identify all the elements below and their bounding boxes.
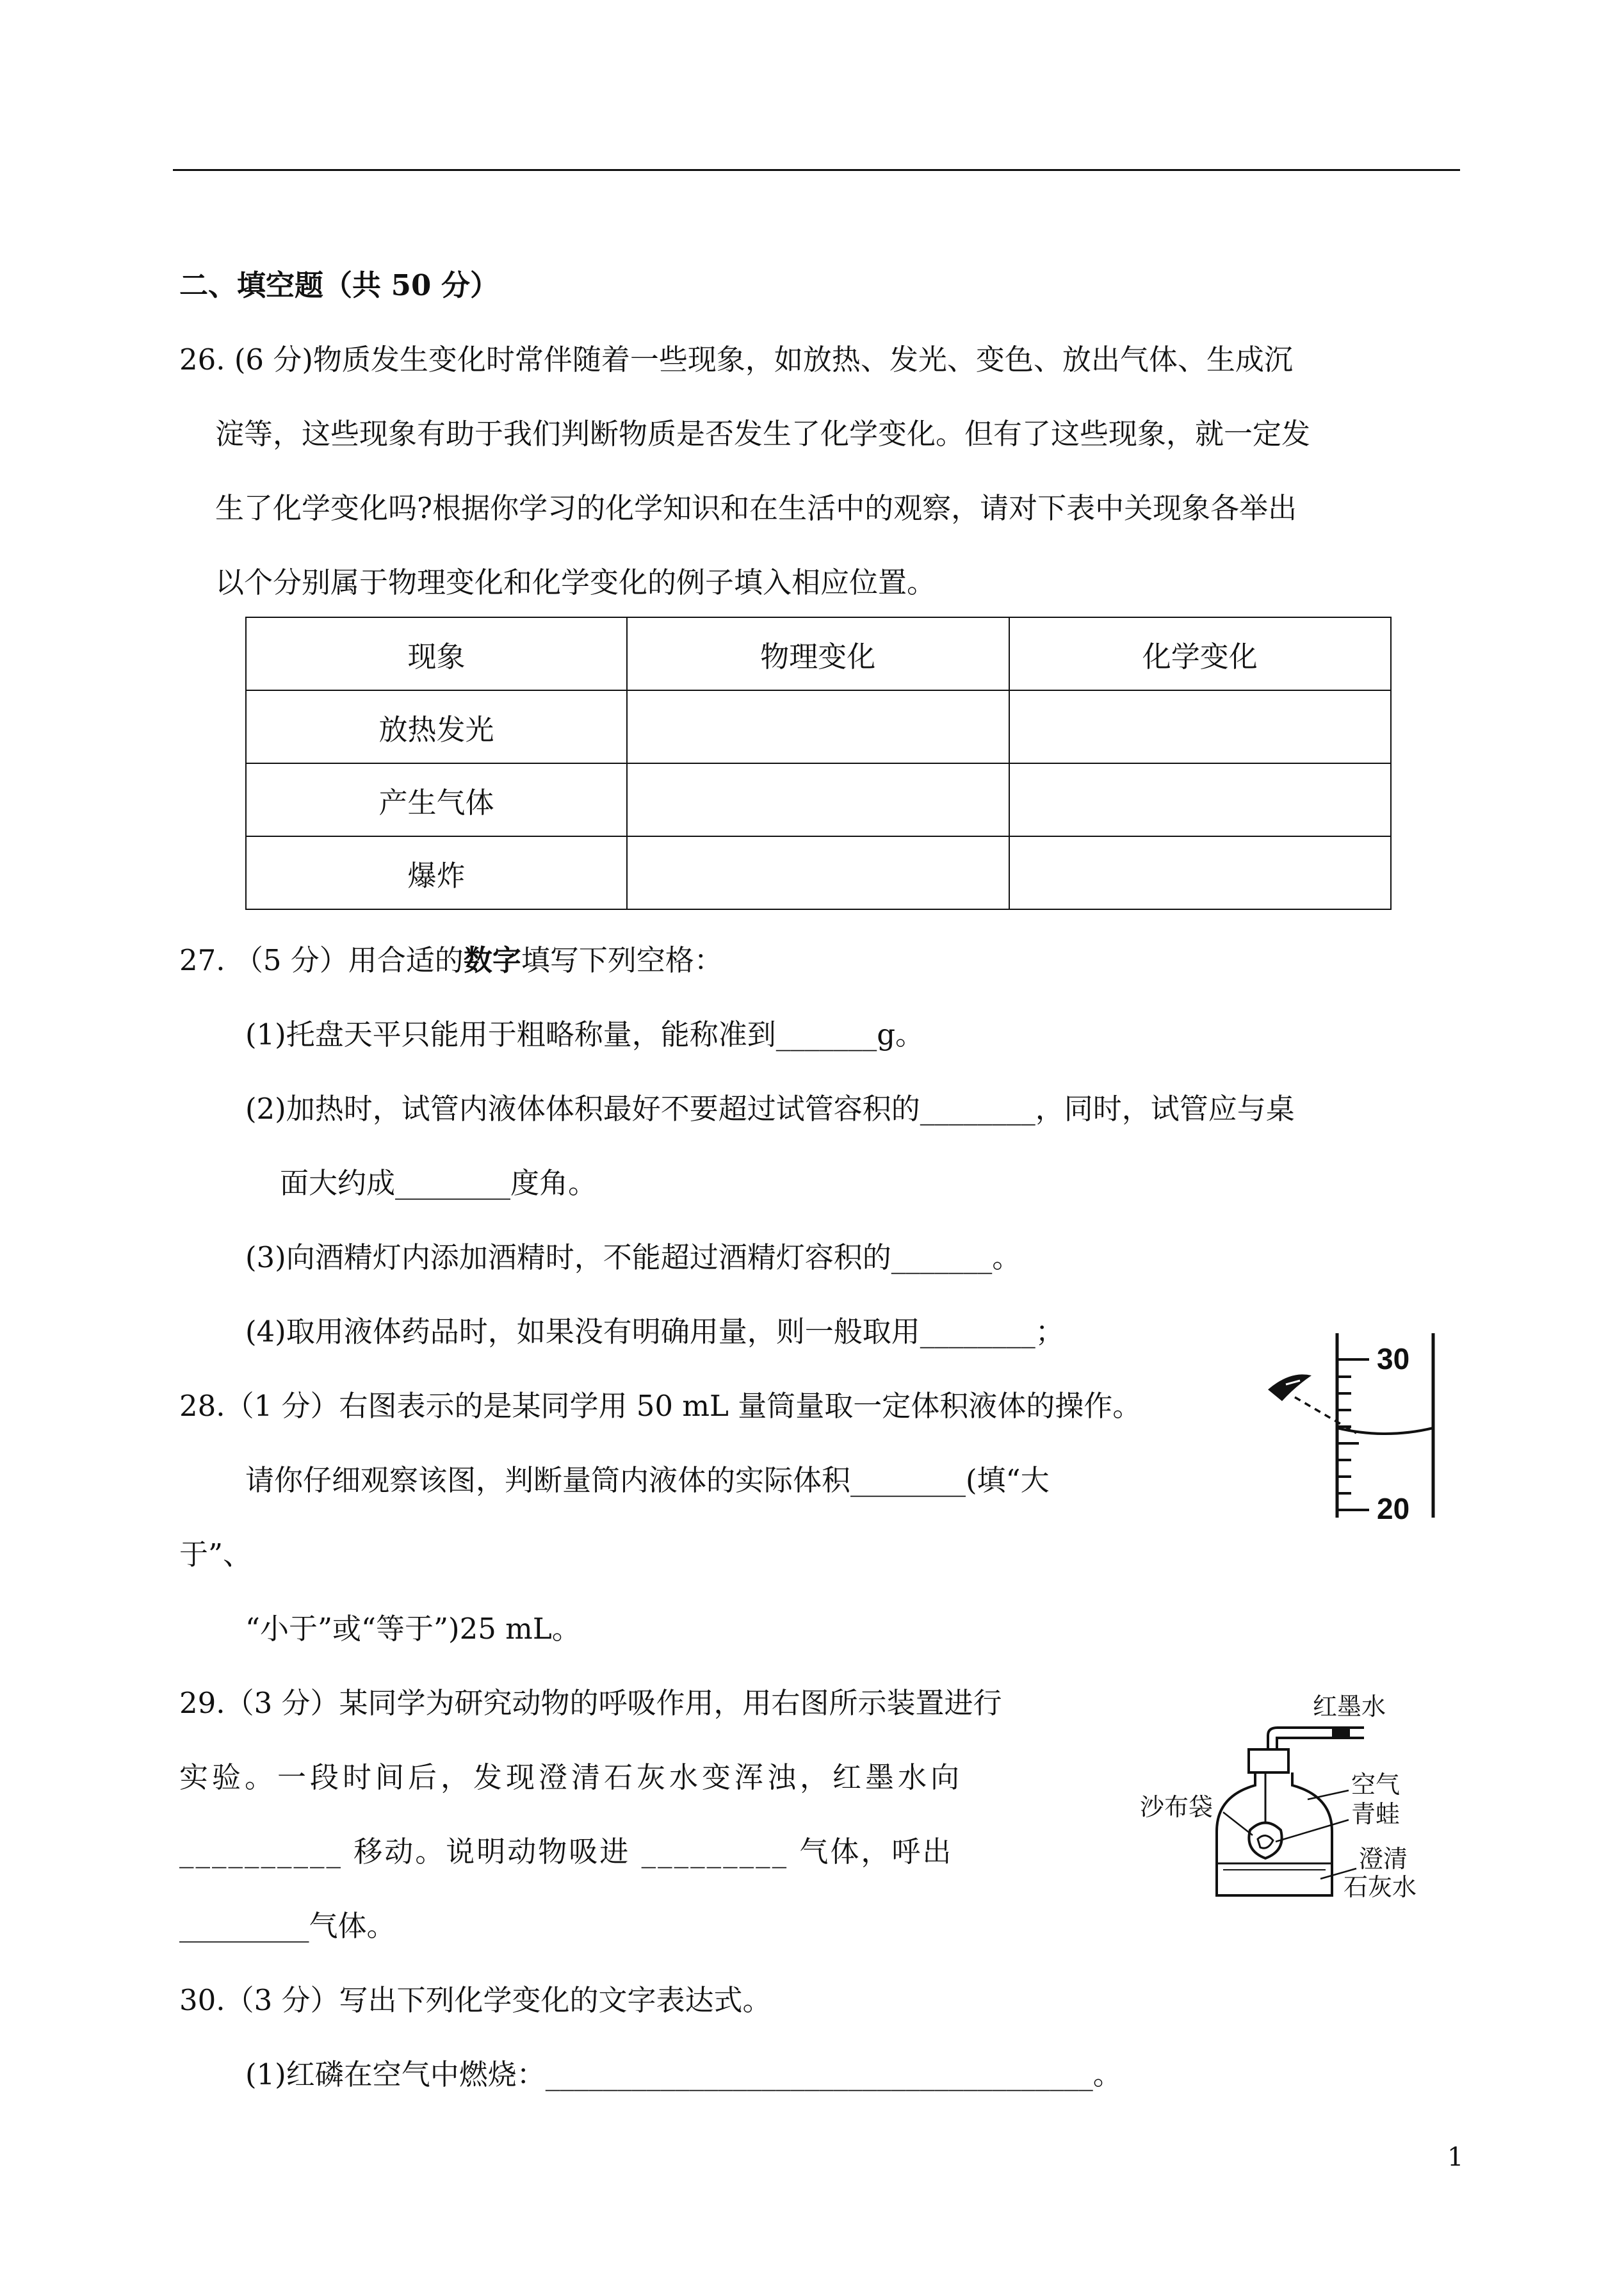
table-header-cell: 物理变化 [627, 617, 1009, 690]
q29-line-1: 29.（3 分）某同学为研究动物的呼吸作用，用右图所示装置进行 [179, 1686, 1002, 1720]
glass-tube-inner [1277, 1738, 1364, 1751]
q30-item-1: (1)红磷在空气中燃烧：______________________________________。 [245, 2057, 1122, 2091]
q28-line-4: “小于”或“等于”)25 mL。 [245, 1612, 581, 1646]
q28-line-2: 请你仔细观察该图，判断量筒内液体的实际体积________(填“大 [245, 1463, 1050, 1497]
table-row [246, 763, 1391, 836]
q30-intro: 30.（3 分）写出下列化学变化的文字表达式。 [179, 1983, 772, 2017]
table-cell-physical-answer[interactable] [627, 763, 1009, 836]
label-frog: 青蛙 [1351, 1800, 1401, 1828]
eye-icon [1268, 1374, 1311, 1401]
table-cell-phenomenon: 放热发光 [246, 690, 627, 763]
q29-line-2: 实验。一段时间后，发现澄清石灰水变浑浊，红墨水向 [179, 1760, 964, 1794]
phenomena-table [245, 617, 1392, 910]
respiration-apparatus-figure [1140, 1691, 1447, 1915]
table-header-row [246, 617, 1391, 690]
table-row [246, 690, 1391, 763]
table-cell-chemical-answer[interactable] [1009, 763, 1392, 836]
table-cell-phenomenon: 爆炸 [246, 836, 627, 909]
label-air: 空气 [1351, 1771, 1401, 1799]
table-cell-chemical-answer[interactable] [1009, 836, 1392, 909]
table-cell-phenomenon: 产生气体 [246, 763, 627, 836]
q26-line-1: 26. (6 分)物质发生变化时常伴随着一些现象，如放热、发光、变色、放出气体、生成沉 [179, 343, 1293, 377]
q28-line-3: 于”、 [179, 1537, 252, 1571]
q29-line-4: _________气体。 [179, 1909, 396, 1943]
q27-item-1: (1)托盘天平只能用于粗略称量，能称准到_______g。 [245, 1018, 925, 1051]
scale-label-top: 30 [1377, 1342, 1410, 1375]
leader-bag [1223, 1812, 1253, 1835]
table-header-cell: 化学变化 [1009, 617, 1392, 690]
q27-intro-prefix: 27. （5 分）用合适的 [179, 943, 464, 977]
table-header-cell: 现象 [246, 617, 627, 690]
q29-line-3: __________ 移动。说明动物吸进 _________ 气体，呼出 [179, 1835, 954, 1869]
page-number: 1 [1447, 2143, 1464, 2172]
label-gauze-bag: 沙布袋 [1140, 1793, 1214, 1821]
header-rule [173, 169, 1460, 171]
q27-item-3: (3)向酒精灯内添加酒精时，不能超过酒精灯容积的_______。 [245, 1240, 1021, 1274]
leader-frog [1276, 1820, 1349, 1842]
table-cell-physical-answer[interactable] [627, 690, 1009, 763]
table-cell-chemical-answer[interactable] [1009, 690, 1392, 763]
q26-line-4: 以个分别属于物理变化和化学变化的例子填入相应位置。 [215, 565, 936, 599]
scale-label-bottom: 20 [1377, 1492, 1410, 1525]
label-red-ink: 红墨水 [1313, 1692, 1386, 1721]
q27-intro [179, 941, 723, 980]
table-row [246, 836, 1391, 909]
q27-item-4: (4)取用液体药品时，如果没有明确用量，则一般取用________； [245, 1315, 1064, 1349]
q27-item-2: (2)加热时，试管内液体体积最好不要超过试管容积的________，同时，试管应与桌 [245, 1092, 1295, 1126]
graduated-cylinder-figure [1255, 1326, 1466, 1537]
sight-line [1295, 1397, 1356, 1433]
label-limewater-1: 澄清 [1359, 1845, 1408, 1873]
rubber-stopper [1249, 1749, 1288, 1772]
q27-item-2-cont: 面大约成________度角。 [280, 1166, 597, 1200]
q28-line-1: 28.（1 分）右图表示的是某同学用 50 mL 量筒量取一定体积液体的操作。 [179, 1389, 1142, 1423]
q26-line-2: 淀等，这些现象有助于我们判断物质是否发生了化学变化。但有了这些现象，就一定发 [215, 417, 1311, 451]
cylinder-tick-marks [1337, 1359, 1369, 1510]
table-cell-physical-answer[interactable] [627, 836, 1009, 909]
red-ink-drop [1332, 1728, 1350, 1738]
label-limewater-2: 石灰水 [1344, 1873, 1417, 1901]
section-heading: 二、填空题（共 50 分） [179, 268, 499, 302]
q26-line-3: 生了化学变化吗?根据你学习的化学知识和在生活中的观察，请对下表中关现象各举出 [215, 491, 1297, 525]
liquid-meniscus [1337, 1428, 1433, 1434]
q27-intro-suffix: 填写下列空格： [521, 943, 723, 977]
q27-intro-bold: 数字 [463, 943, 521, 977]
